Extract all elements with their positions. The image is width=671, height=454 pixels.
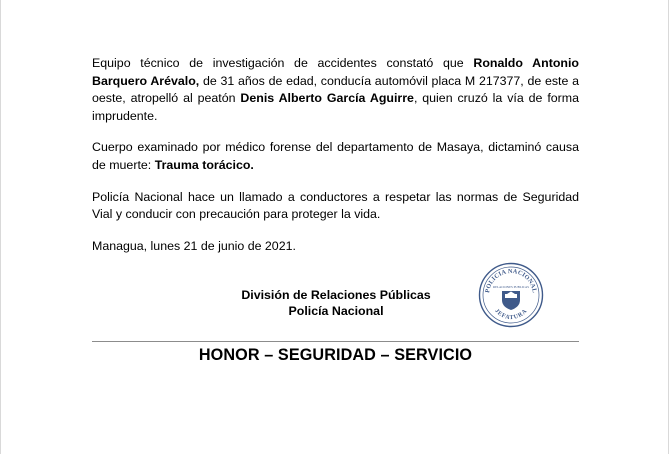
place-date: Managua, lunes 21 de junio de 2021.: [92, 238, 296, 253]
paragraph-text: Policía Nacional hace un llamado a conductores a respetar las normas de Seguridad Vial y conducir con precaución para proteger la vida.: [92, 189, 579, 222]
driver-name: Ronaldo Antonio Barquero Arévalo,: [92, 56, 579, 88]
cause-of-death: Trauma torácico.: [154, 157, 254, 172]
seal-bottom-text: JEFATURA: [493, 308, 529, 322]
motto: HONOR – SEGURIDAD – SERVICIO: [198, 346, 473, 364]
svg-text:POLICIA NACIONAL: [484, 268, 538, 293]
paragraph-forensic-report: [92, 139, 579, 174]
svg-text:JEFATURA: [493, 308, 529, 321]
seal-top-text: POLICIA NACIONAL: [484, 267, 538, 294]
paragraph-text: Cuerpo examinado por médico forense del departamento de Masaya, dictaminó causa de muerte:: [92, 140, 579, 172]
paragraph-text: de 31 años de edad, conducía automóvil placa M 217377, de este a oeste, atropelló al peatón: [92, 73, 579, 106]
institution-name: Policía Nacional: [288, 304, 384, 318]
paragraph-safety-call: [92, 189, 579, 224]
police-seal-icon: [478, 262, 544, 328]
paragraph-text: , quien cruzó la vía de forma imprudente.: [92, 91, 579, 123]
victim-name: Denis Alberto García Aguirre: [240, 91, 414, 106]
document-body: [92, 55, 579, 269]
divider-line: [92, 341, 579, 342]
division-name: División de Relaciones Públicas: [241, 288, 431, 302]
paragraph-text: Equipo técnico de investigación de accidentes constató que: [92, 56, 474, 70]
paragraph-accident-report: [92, 55, 579, 125]
seal-middle-text: RELACIONES PUBLICAS: [492, 285, 530, 289]
signature-block: [190, 287, 482, 319]
